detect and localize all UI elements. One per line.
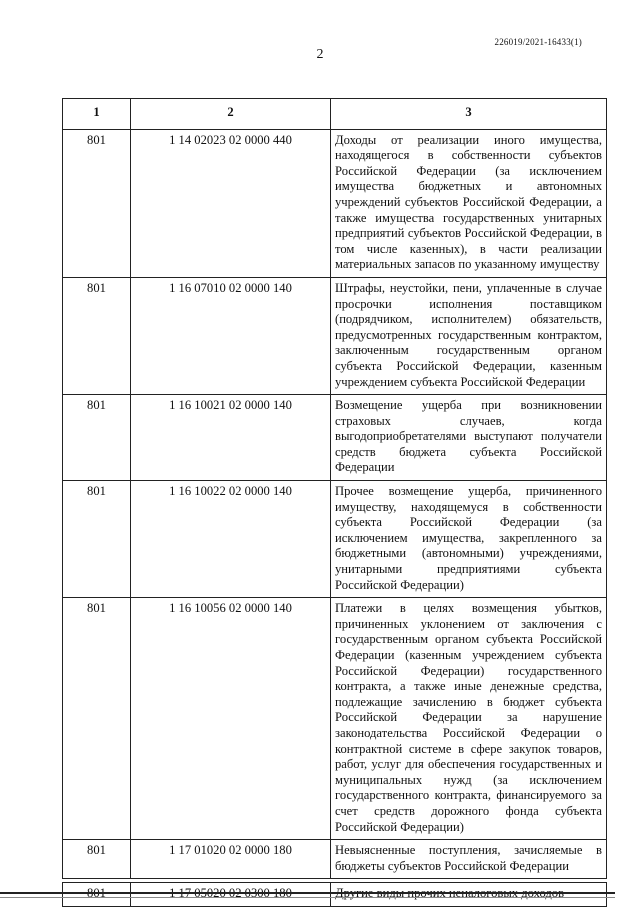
bottom-scan-edge — [0, 892, 615, 894]
table-row — [63, 395, 607, 481]
column-header-2: 2 — [131, 99, 331, 130]
admin-code-cell: 801 — [63, 481, 131, 598]
table-header-row — [63, 99, 607, 130]
revenue-code-cell: 1 16 10022 02 0000 140 — [131, 481, 331, 598]
revenue-code-cell — [131, 883, 331, 907]
table-row — [63, 883, 607, 907]
document-id: 226019/2021-16433(1) — [494, 37, 582, 47]
description-cell: Невыясненные поступления, зачисляемые в бюджеты субъектов Российской Федерации — [331, 840, 607, 879]
description-cell: Платежи в целях возмещения убытков, причиненных уклонением от заключения с государственным органом субъекта Российской Федерации (казенным учреждением субъекта Российской Федерации) государственного контракта, а также иные денежные средства, подлежащие зачислению в бюджет субъекта Российской Федерации за нарушение законодательства Российской Федерации о контрактной системе в сфере закупок товаров, работ, услуг для обеспечения государственных и муниципальных нужд (за исключением государственного контракта, финансируемого за счет средств дорожного фонда субъекта Российской Федерации) — [331, 598, 607, 840]
admin-code-cell: 801 — [63, 277, 131, 394]
description-cell: Доходы от реализации иного имущества, находящегося в собственности субъектов Российской Федерации (за исключением имущества бюджетных и автономных учреждений субъектов Российской Федерации, а также имущества государственных унитарных предприятий субъектов Российской Федерации, в том числе казенных), в части реализации материальных запасов по указанному имуществу — [331, 129, 607, 277]
page-number: 2 — [316, 47, 324, 62]
table-row — [63, 481, 607, 598]
table-row — [63, 129, 607, 277]
column-header-3: 3 — [331, 99, 607, 130]
admin-code-cell: 801 — [63, 129, 131, 277]
revenue-code-cell: 1 16 07010 02 0000 140 — [131, 277, 331, 394]
bottom-scan-edge-shadow — [0, 897, 615, 898]
description-cell: Штрафы, неустойки, пени, уплаченные в случае просрочки исполнения поставщиком (подрядчиком, исполнителем) обязательств, предусмотренных государственным контрактом, заключенным государственным органом субъекта Российской Федерации, казенным учреждением субъекта Российской Федерации — [331, 277, 607, 394]
revenue-code-cell: 1 16 10056 02 0000 140 — [131, 598, 331, 840]
revenue-code-cell: 1 14 02023 02 0000 440 — [131, 129, 331, 277]
table-row — [63, 840, 607, 879]
revenue-code-cell: 1 16 10021 02 0000 140 — [131, 395, 331, 481]
table-row — [63, 598, 607, 840]
admin-code-cell: 801 — [63, 395, 131, 481]
admin-code-cell — [63, 883, 131, 907]
revenue-code-cell: 1 17 01020 02 0000 180 — [131, 840, 331, 879]
revenue-codes-table — [62, 98, 607, 907]
admin-code-cell: 801 — [63, 598, 131, 840]
description-cell: Прочее возмещение ущерба, причиненного имуществу, находящемуся в собственности субъекта Российской Федерации (за исключением имущества, закрепленного за бюджетными (автономными) учреждениями, унитарными предприятиями субъекта Российской Федерации) — [331, 481, 607, 598]
description-cell — [331, 883, 607, 907]
description-cell: Возмещение ущерба при возникновении страховых случаев, когда выгодоприобретателями выступают получатели средств бюджета субъекта Российской Федерации — [331, 395, 607, 481]
admin-code-cell: 801 — [63, 840, 131, 879]
table-row — [63, 277, 607, 394]
column-header-1: 1 — [63, 99, 131, 130]
